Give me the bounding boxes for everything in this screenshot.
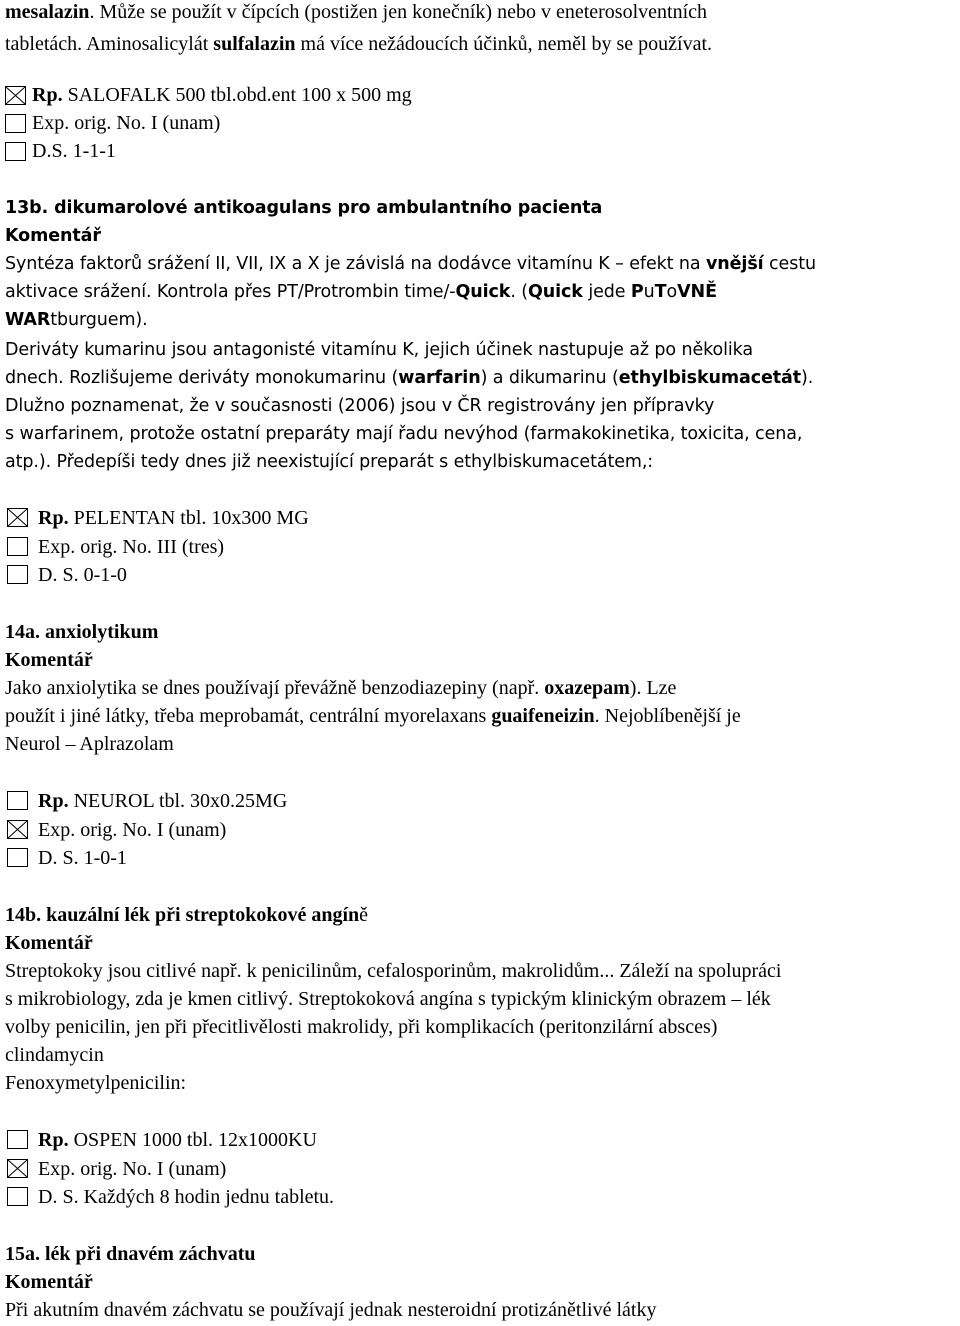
section-heading-15a: 15a. lék při dnavém záchvatu [5,1243,256,1265]
text-bold: ethylbiskumacetát [618,368,801,388]
rp-label: Rp. [32,84,63,106]
text: aktivace srážení. Kontrola přes PT/Protrombin time/- [5,282,456,302]
s13b-line-6: Dlužno poznamenat, že v současnosti (2006) jsou v ČR registrovány jen přípravky [5,396,715,416]
komentar-label: Komentář [5,1271,93,1293]
text-bold: Quick [455,282,511,302]
s13b-line-3 [5,308,148,332]
text-bold: T [654,282,667,302]
text: SALOFALK 500 tbl.obd.ent 100 x 500 mg [62,84,412,106]
text: 14b. kauzální lék při streptokokové angín [5,904,360,926]
rp-label: Rp. [38,507,69,529]
text: tabletách. Aminosalicylát [5,33,214,55]
section-heading-14a: 14a. anxiolytikum [5,621,159,643]
s14b-line-1: Streptokoky jsou citlivé např. k penicilinům, cefalosporinům, makrolidům... Záleží na spolupráci [5,960,782,982]
check-x-icon [8,821,27,838]
text: ) a dikumarinu ( [480,368,619,388]
text: OSPEN 1000 tbl. 12x1000KU [68,1129,317,1151]
check-x-icon [8,509,27,526]
s13b-line-5 [5,366,813,390]
text: . ( [510,282,528,302]
rx3-checkbox-2[interactable] [7,820,28,839]
rx4-line-1 [38,1128,317,1152]
s15a-line-1: Při akutním dnavém záchvatu se používají jednak nesteroidní protizánětlivé látky [5,1299,657,1321]
s13b-line-4: Deriváty kumarinu jsou antagonisté vitamínu K, jejich účinek nastupuje až po několika [5,340,754,360]
komentar-label: Komentář [5,649,93,671]
rx3-checkbox-1[interactable] [7,791,28,810]
s14a-line-2 [5,704,741,728]
rx3-line-1 [38,789,287,813]
rx3-line-2: Exp. orig. No. I (unam) [38,819,227,841]
text: ě [359,904,369,926]
drug-name: mesalazin [5,1,90,23]
text: Jako anxiolytika se dnes používají převážně benzodiazepiny (např. [5,677,545,699]
komentar-label: Komentář [5,932,93,954]
s14b-line-5: Fenoxymetylpenicilin: [5,1072,187,1094]
rx3-checkbox-3[interactable] [7,848,28,867]
rx2-line-3: D. S. 0-1-0 [38,564,127,586]
s14a-line-3: Neurol – Aplrazolam [5,733,174,755]
text: cestu [763,254,816,274]
intro-line-2 [5,32,712,56]
s14a-line-1 [5,676,676,700]
rx1-checkbox-2[interactable] [5,114,26,133]
s13b-line-2 [5,280,717,304]
s13b-line-7: s warfarinem, protože ostatní preparáty mají řadu nevýhod (farmakokinetika, toxicita, cena, [5,424,803,444]
text-bold: vnější [705,254,764,274]
rx2-line-2: Exp. orig. No. III (tres) [38,536,225,558]
text-bold: WAR [5,310,51,330]
text-bold: guaifeneizin [491,705,595,727]
text: . Může se použít v čípcích (postižen jen konečník) nebo v eneterosolventních [89,1,708,23]
text: jede [582,282,631,302]
check-x-icon [6,87,25,104]
rx2-line-1 [38,506,309,530]
rx1-checkbox-1[interactable] [5,86,26,105]
s14b-line-4: clindamycin [5,1044,104,1066]
text: NEUROL tbl. 30x0.25MG [68,790,288,812]
rx2-checkbox-3[interactable] [7,565,28,584]
s13b-line-8: atp.). Předepíši tedy dnes již neexistující preparát s ethylbiskumacetátem,: [5,452,654,472]
rx4-line-3: D. S. Každých 8 hodin jednu tabletu. [38,1186,335,1208]
rx1-line-2: Exp. orig. No. I (unam) [32,112,221,134]
rx1-line-3: D.S. 1-1-1 [32,140,116,162]
rx2-checkbox-1[interactable] [7,508,28,527]
intro-line-1 [5,0,707,24]
komentar-label: Komentář [5,226,101,246]
text: u [643,282,655,302]
text: o [666,282,678,302]
rp-label: Rp. [38,790,69,812]
rx4-checkbox-3[interactable] [7,1187,28,1206]
text-bold: Quick [528,282,583,302]
text-bold: oxazepam [544,677,630,699]
rx1-line-1 [32,83,412,107]
rx1-checkbox-3[interactable] [5,142,26,161]
text-bold: warfarin [398,368,481,388]
text: ). [800,368,814,388]
section-heading-14b [5,903,368,927]
s13b-line-1 [5,252,816,276]
drug-name: sulfalazin [213,33,296,55]
text: PELENTAN tbl. 10x300 MG [68,507,309,529]
text: použít i jiné látky, třeba meprobamát, centrální myorelaxans [5,705,492,727]
text: Syntéza faktorů srážení II, VII, IX a X je závislá na dodávce vitamínu K – efekt na [5,254,706,274]
rx4-checkbox-2[interactable] [7,1159,28,1178]
rp-label: Rp. [38,1129,69,1151]
text-bold: VNĚ [677,282,717,302]
s14b-line-3: volby penicilin, jen při přecitlivělosti makrolidy, při komplikacích (peritonzilární absces) [5,1016,718,1038]
text: dnech. Rozlišujeme deriváty monokumarinu ( [5,368,399,388]
text: má více nežádoucích účinků, neměl by se používat. [295,33,713,55]
text: tburguem). [50,310,148,330]
text-bold: P [630,282,644,302]
rx3-line-3: D. S. 1-0-1 [38,847,127,869]
check-x-icon [8,1160,27,1177]
section-heading-13b: 13b. dikumarolové antikoagulans pro ambulantního pacienta [5,198,603,218]
rx4-line-2: Exp. orig. No. I (unam) [38,1158,227,1180]
rx2-checkbox-2[interactable] [7,537,28,556]
s14b-line-2: s mikrobiology, zda je kmen citlivý. Streptokoková angína s typickým klinickým obrazem – lék [5,988,771,1010]
text: ). Lze [629,677,677,699]
text: . Nejoblíbenější je [594,705,741,727]
rx4-checkbox-1[interactable] [7,1130,28,1149]
